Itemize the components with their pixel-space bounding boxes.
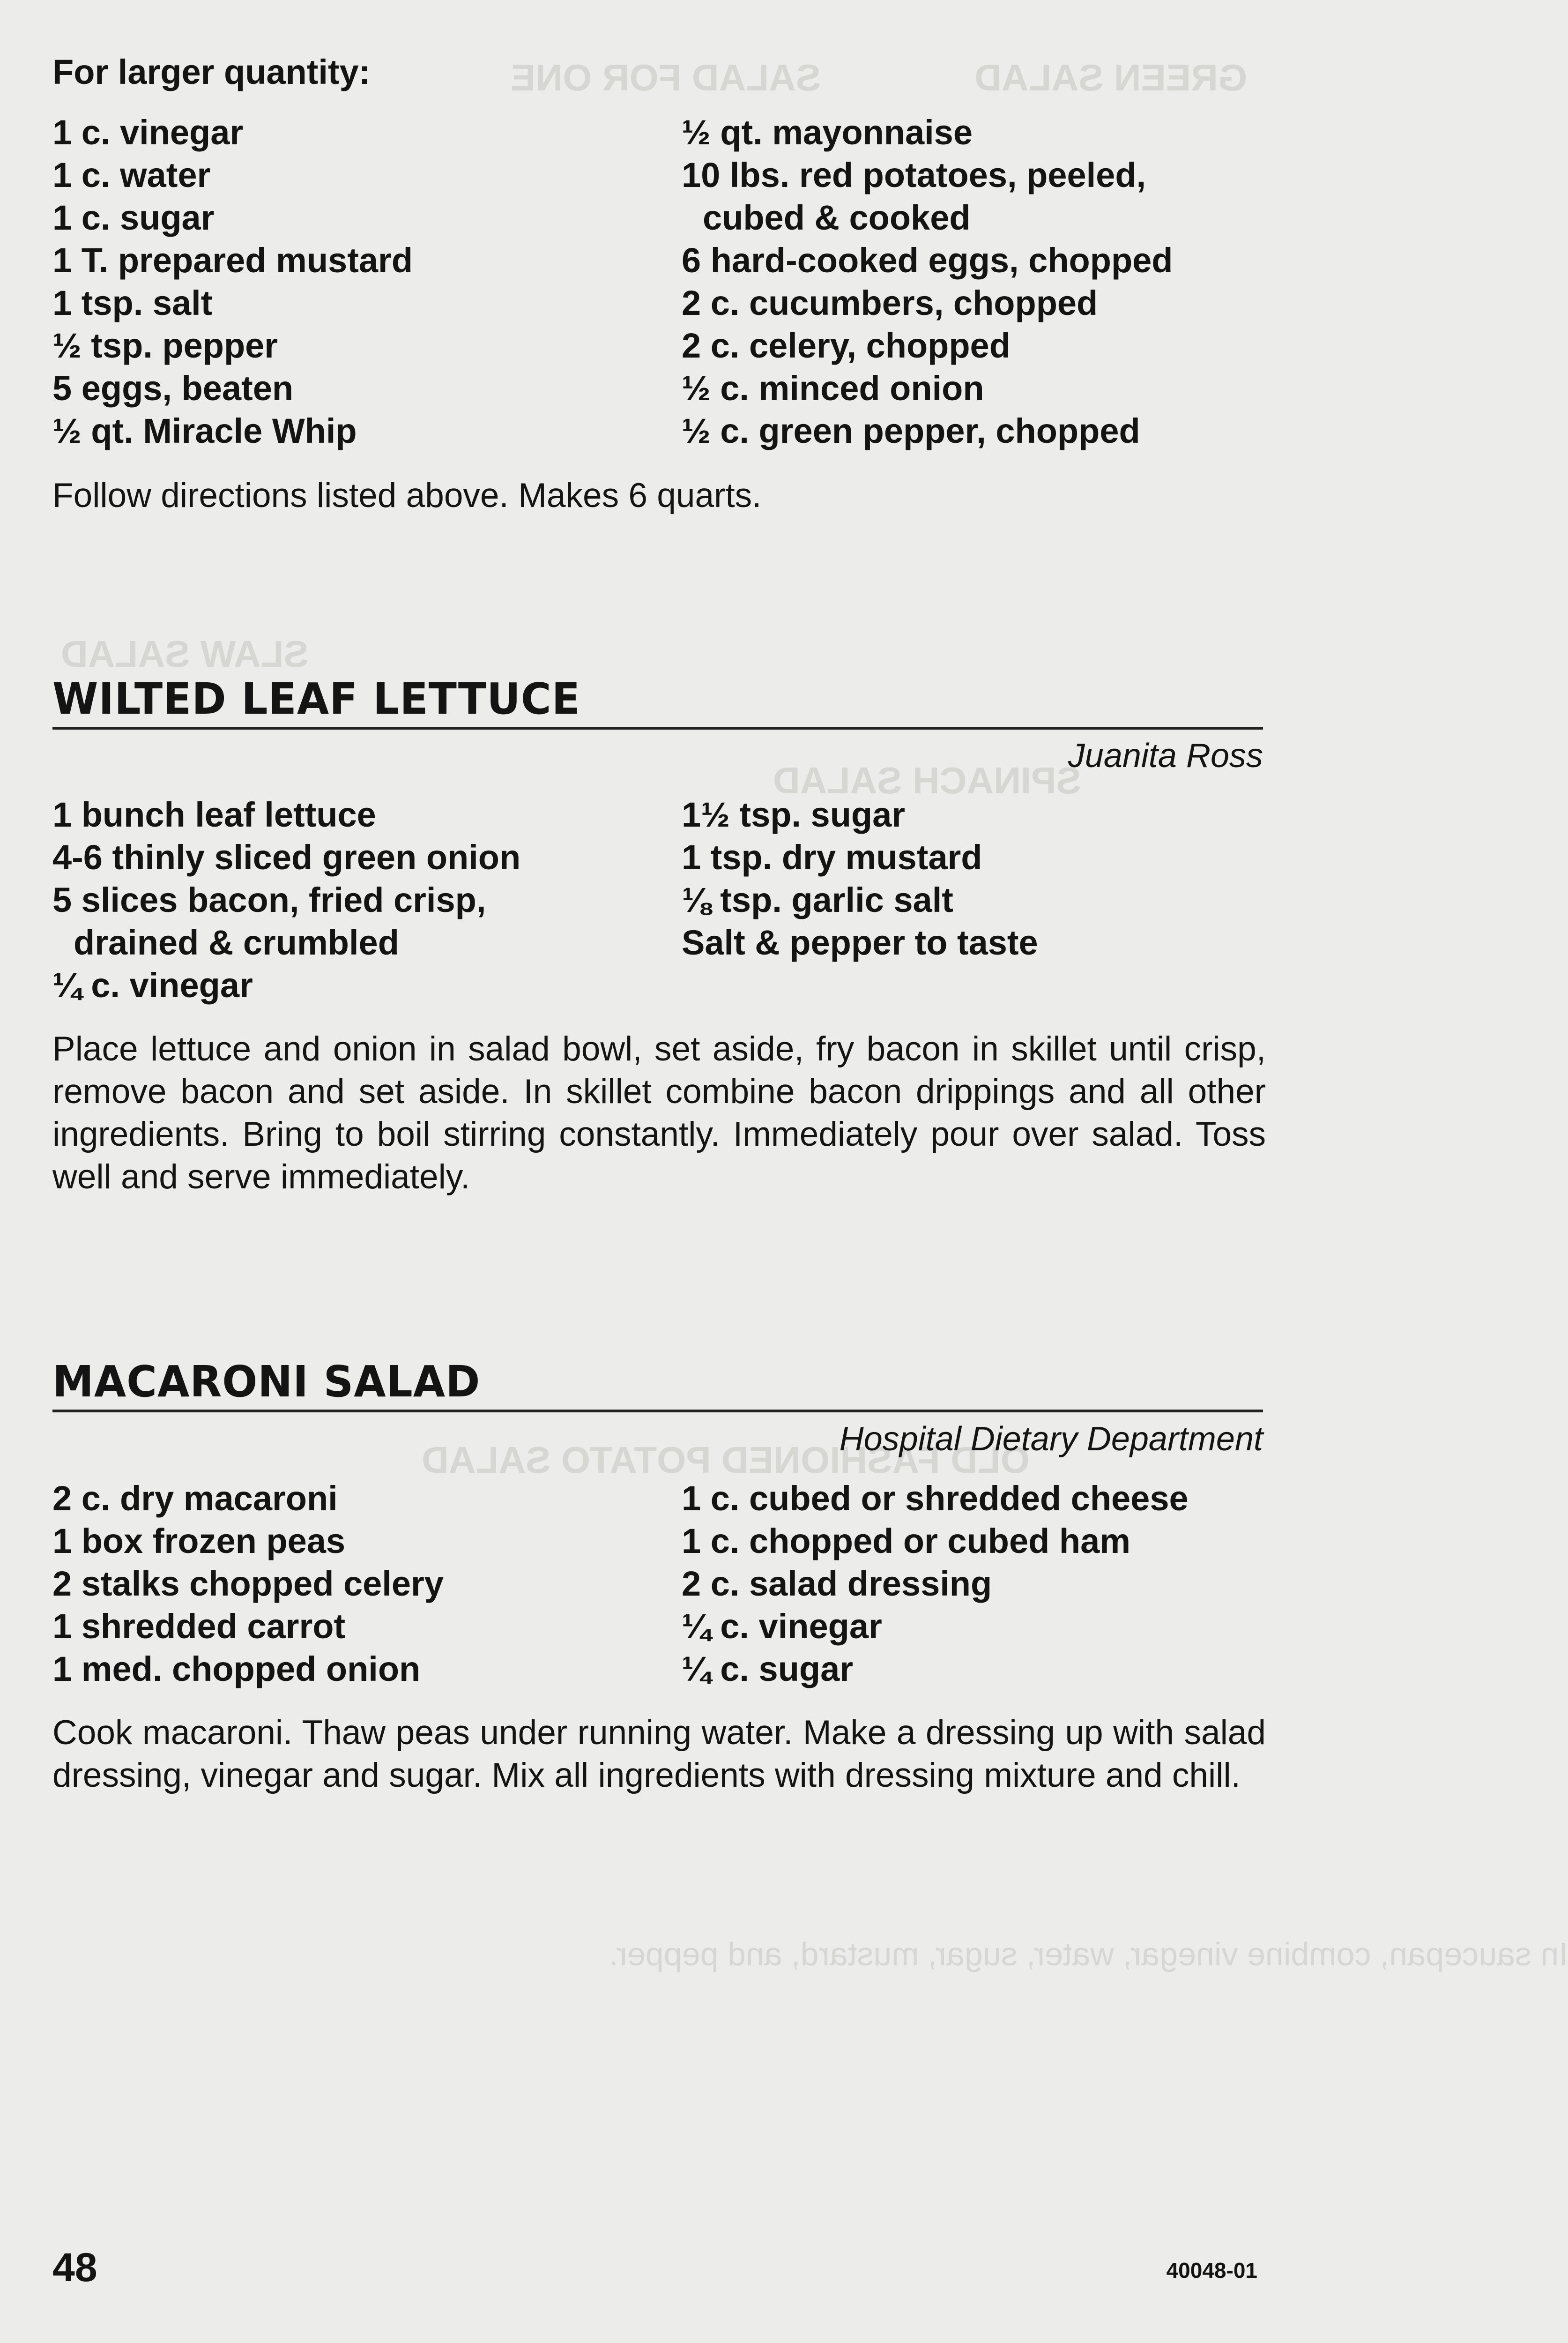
recipe-directions: Cook macaroni. Thaw peas under running water. Make a dressing up with salad dressing, vinegar and sugar. Mix all ingredients with dressing mixture and chill. bbox=[52, 1714, 1266, 1794]
ingredient: 1 c. vinegar bbox=[52, 113, 244, 152]
ingredient-continued: cubed & cooked bbox=[703, 198, 971, 237]
recipe-title: MACARONI SALAD bbox=[52, 1357, 481, 1407]
intro-line: For larger quantity: bbox=[52, 52, 371, 91]
ingredient: 1 box frozen peas bbox=[52, 1522, 346, 1560]
ingredient: ½ qt. Miracle Whip bbox=[52, 411, 357, 450]
title-rule bbox=[52, 1410, 1263, 1412]
directions-note: Follow directions listed above. Makes 6 quarts. bbox=[52, 477, 762, 515]
ingredient: 5 eggs, beaten bbox=[52, 369, 294, 408]
ingredient: 1 tsp. dry mustard bbox=[682, 838, 982, 877]
ingredient: Salt & pepper to taste bbox=[682, 923, 1038, 962]
ingredient: 2 c. cucumbers, chopped bbox=[682, 284, 1098, 322]
bleed-text: SALAD FOR ONE bbox=[511, 57, 821, 98]
recipe-author: Juanita Ross bbox=[1068, 737, 1263, 775]
ingredient: 1 c. chopped or cubed ham bbox=[682, 1522, 1131, 1560]
ingredient-continued: drained & crumbled bbox=[74, 923, 399, 962]
ingredient: 1 med. chopped onion bbox=[52, 1649, 421, 1688]
ingredient: ½ c. green pepper, chopped bbox=[682, 411, 1140, 450]
ingredient: 6 hard-cooked eggs, chopped bbox=[682, 241, 1173, 280]
ingredient: 5 slices bacon, fried crisp, bbox=[52, 880, 486, 919]
ingredient: 2 stalks chopped celery bbox=[52, 1564, 444, 1603]
ingredient: ½ tsp. pepper bbox=[52, 326, 278, 365]
ingredient: 1 bunch leaf lettuce bbox=[52, 795, 376, 834]
ingredients-left-column bbox=[52, 1477, 444, 1690]
ingredient: 2 c. celery, chopped bbox=[682, 326, 1011, 365]
ingredient: 1 c. cubed or shredded cheese bbox=[682, 1479, 1189, 1518]
bleed-text: GREEN SALAD bbox=[974, 57, 1248, 98]
ingredient: 2 c. salad dressing bbox=[682, 1564, 992, 1603]
ingredient: 1 shredded carrot bbox=[52, 1607, 346, 1646]
ingredient: 1 c. sugar bbox=[52, 198, 215, 237]
ingredient: 10 lbs. red potatoes, peeled, bbox=[682, 156, 1146, 194]
recipe-directions: Place lettuce and onion in salad bowl, set aside, fry bacon in skillet until crisp, remove bacon and set aside. In skillet combine bacon drippings and all other ingredients. Bring to boil stirring constantly. Immediately pour over salad. Toss well and serve immediately. bbox=[52, 1030, 1266, 1196]
ingredient: 2 c. dry macaroni bbox=[52, 1479, 338, 1518]
bleed-text: SPINACH SALAD bbox=[773, 760, 1081, 801]
bleed-text: OLD FASHIONED POTATO SALAD bbox=[422, 1439, 1030, 1481]
ingredient: ¼ c. sugar bbox=[682, 1649, 854, 1688]
ingredient: 1½ tsp. sugar bbox=[682, 795, 906, 834]
recipe-title: WILTED LEAF LETTUCE bbox=[52, 674, 580, 724]
print-code: 40048-01 bbox=[1166, 2258, 1257, 2283]
ingredients-left-column bbox=[52, 111, 413, 452]
ingredient: ¼ c. vinegar bbox=[52, 966, 253, 1005]
ingredient: ½ qt. mayonnaise bbox=[682, 113, 973, 152]
ingredients-right-column bbox=[682, 1477, 1189, 1690]
ingredient: 1 T. prepared mustard bbox=[52, 241, 413, 280]
ingredient: 4-6 thinly sliced green onion bbox=[52, 838, 521, 877]
ingredients-right-column bbox=[682, 793, 1038, 964]
page-number: 48 bbox=[52, 2245, 97, 2290]
ingredients-left-column bbox=[52, 793, 520, 1007]
ingredient: ¼ c. vinegar bbox=[682, 1607, 882, 1646]
ingredient: ½ c. minced onion bbox=[682, 369, 984, 408]
recipe-author: Hospital Dietary Department bbox=[839, 1420, 1263, 1458]
ingredients-right-column bbox=[682, 111, 1173, 452]
bleed-text: SLAW SALAD bbox=[61, 633, 309, 675]
title-rule bbox=[52, 727, 1263, 730]
ingredient: ⅛ tsp. garlic salt bbox=[682, 880, 953, 919]
ingredient: 1 tsp. salt bbox=[52, 284, 213, 322]
bleed-text: In saucepan, combine vinegar, water, sugar, mustard, and pepper. bbox=[609, 1936, 1568, 1972]
ingredient: 1 c. water bbox=[52, 156, 211, 194]
